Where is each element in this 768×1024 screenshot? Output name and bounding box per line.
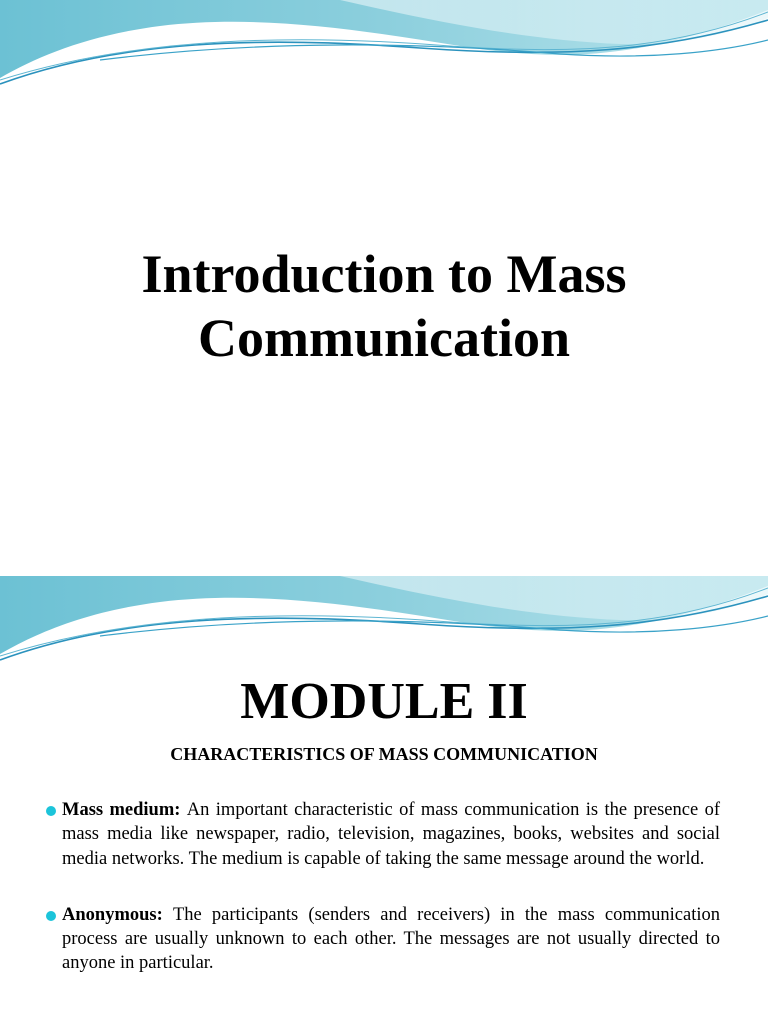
- wave-header-decoration: [0, 0, 768, 90]
- bullet-term: Mass medium:: [62, 800, 187, 820]
- title-line-2: Communication: [197, 308, 570, 368]
- bullet-term: Anonymous:: [62, 904, 173, 925]
- module-slide: [0, 576, 768, 1024]
- bullet-dot-icon: [46, 911, 56, 921]
- title-line-1: Introduction to Mass: [141, 244, 627, 304]
- bullet-dot-icon: [46, 806, 56, 816]
- list-item: [44, 798, 720, 871]
- presentation-title: [0, 242, 768, 370]
- module-title: MODULE II: [240, 673, 528, 730]
- bullet-text: An important characteristic of mass communication is the presence of mass media like newspaper, radio, television, magazines, books, websites and social media networks. The medium is capable of taking the same message around the world.: [62, 800, 720, 869]
- list-item: [44, 903, 720, 976]
- characteristics-list: [44, 798, 720, 1008]
- module-subtitle: CHARACTERISTICS OF MASS COMMUNICATION: [170, 744, 598, 764]
- wave-header-decoration: [0, 576, 768, 666]
- bullet-text: The participants (senders and receivers) in the mass communication process are usually unknown to each other. The messages are not usually directed to anyone in particular.: [62, 904, 720, 974]
